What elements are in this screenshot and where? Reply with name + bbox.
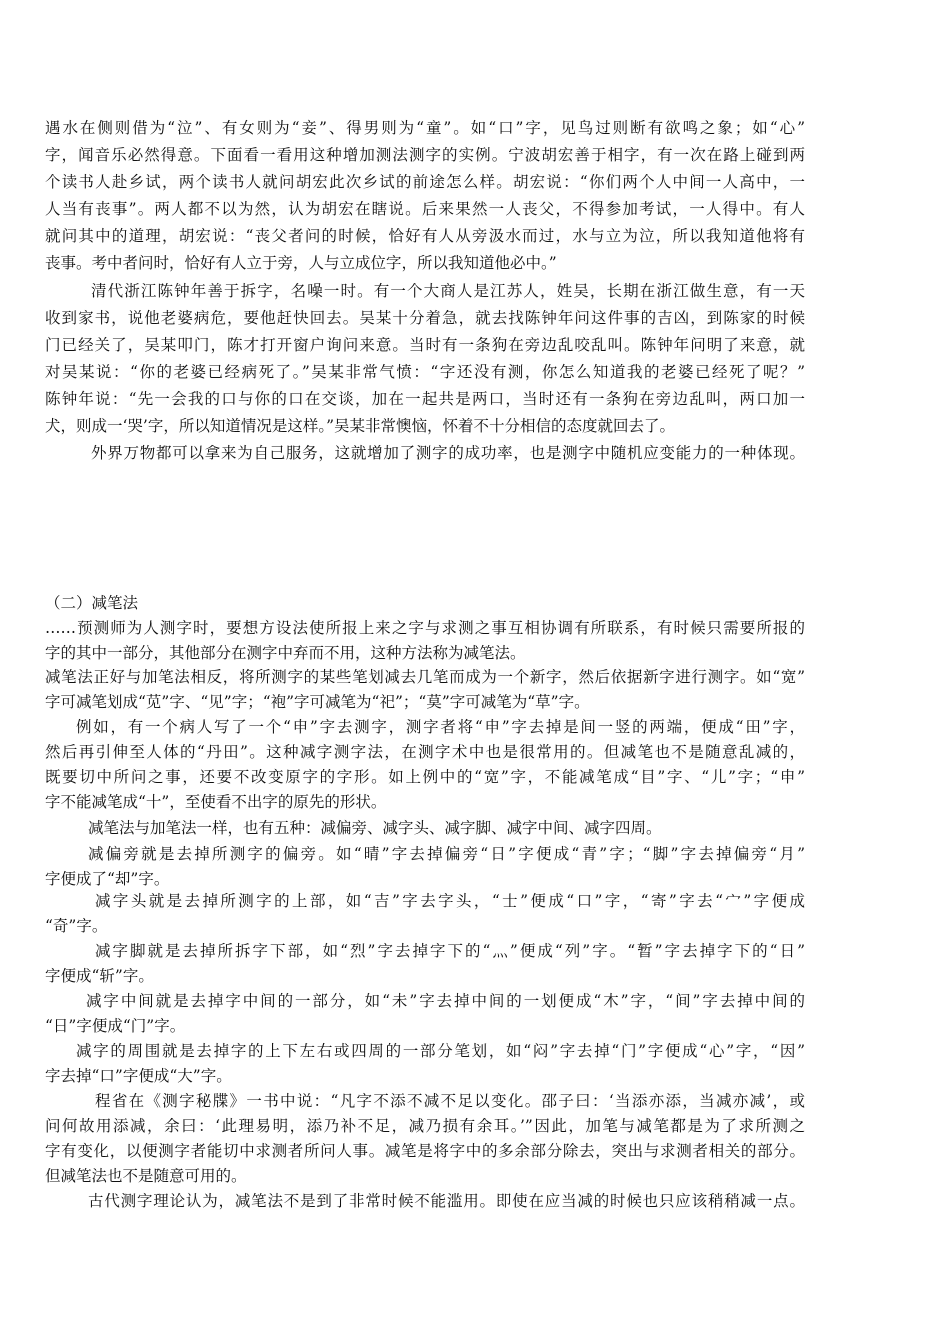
paragraph-line: 字可减笔划成“苋”字、“见”字；“袍”字可减笔为“祀”；“莫”字可减笔为“草”字。: [45, 693, 590, 711]
paragraph-line: 字，闻音乐必然得意。下面看一看用这种增加测法测字的实例。宁波胡宏善于相字，有一次在路上碰到两: [45, 146, 805, 164]
paragraph-line: 既要切中所问之事，还要不改变原字的字形。如上例中的“宽”字，不能减笔成“目”字、“儿”字；“申”: [45, 768, 805, 786]
paragraph-line: 遇水在侧则借为“泣”、有女则为“妾”、得男则为“童”。如“口”字，见鸟过则断有欲鸣之象；如“心”: [45, 119, 805, 137]
paragraph-line: 减字的周围就是去掉字的上下左右或四周的一部分笔划，如“闷”字去掉“门”字便成“心”字，“因”: [76, 1042, 805, 1060]
paragraph-line: 问何故用添减，余曰：‘此理易明，添乃补不足，减乃损有余耳。’”因此，加笔与减笔都是为了求所测之: [45, 1117, 805, 1135]
paragraph-line: 清代浙江陈钟年善于拆字，名噪一时。有一个大商人是江苏人，姓吴，长期在浙江做生意，有一天: [91, 282, 805, 300]
paragraph-line: 减字脚就是去掉所拆字下部，如“烈”字去掉字下的“灬”便成“列”字。“暂”字去掉字下的“日”: [95, 942, 805, 960]
paragraph-line: 个读书人赴乡试，两个读书人就问胡宏此次乡试的前途怎么样。胡宏说：“你们两个人中间一人高中，一: [45, 173, 805, 191]
paragraph-line: 减笔法与加笔法一样，也有五种：减偏旁、减字头、减字脚、减字中间、减字四周。: [88, 819, 662, 837]
section-heading: （二）减笔法: [45, 594, 139, 612]
paragraph-line: 然后再引伸至人体的“丹田”。这种减字测字法，在测字术中也是很常用的。但减笔也不是随意乱减的，: [45, 743, 805, 761]
paragraph-line: 字的其中一部分，其他部分在测字中弃而不用，这种方法称为减笔法。: [45, 644, 526, 662]
paragraph-line: 减笔法正好与加笔法相反，将所测字的某些笔划减去几笔而成为一个新字，然后依据新字进行测字。如“宽”: [45, 668, 805, 686]
paragraph-line: 人当有丧事”。两人都不以为然，认为胡宏在瞎说。后来果然一人丧父，不得参加考试，一人得中。有人: [45, 200, 805, 218]
paragraph-line: 例如，有一个病人写了一个“申”字去测字，测字者将“申”字去掉是间一竖的两端，便成“田”字，: [76, 718, 805, 736]
paragraph-line: 对吴某说：“你的老婆已经病死了。”吴某非常气愤：“字还没有测，你怎么知道我的老婆已经死了呢？”: [45, 363, 805, 381]
paragraph-line: 字便成了“却”字。: [45, 870, 170, 888]
paragraph-line: 减偏旁就是去掉所测字的偏旁。如“晴”字去掉偏旁“日”字便成“青”字；“脚”字去掉偏旁“月”: [88, 845, 805, 863]
paragraph-line: 丧事。考中者问时，恰好有人立于旁，人与立成位字，所以我知道他必中。”: [45, 254, 557, 272]
paragraph-line: 字不能减笔成“十”，至使看不出字的原先的形状。: [45, 793, 387, 811]
paragraph-line: 字有变化，以便测字者能切中求测者所问人事。减笔是将字中的多余部分除去，突出与求测者相关的部分。: [45, 1142, 805, 1160]
paragraph-line: 字去掉“口”字便成“大”字。: [45, 1067, 232, 1085]
paragraph-line: 门已经关了，吴某叩门，陈才打开窗户询问来意。当时有一条狗在旁边乱咬乱叫。陈钟年问明了来意，就: [45, 336, 805, 354]
paragraph-line: ……预测师为人测字时，要想方设法使所报上来之字与求测之事互相协调有所联系，有时候只需要所报的: [45, 619, 805, 637]
paragraph-line: 就问其中的道理，胡宏说：“丧父者问的时候，恰好有人从旁汲水而过，水与立为泣，所以我知道他将有: [45, 227, 805, 245]
paragraph-line: “奇”字。: [45, 917, 108, 935]
paragraph-line: 程省在《测字秘牒》一书中说：“凡字不添不减不足以变化。邵子曰：‘当添亦添，当减亦减’，或: [95, 1092, 805, 1110]
paragraph-line: 但减笔法也不是随意可用的。: [45, 1167, 247, 1185]
paragraph-line: 收到家书，说他老婆病危，要他赶快回去。吴某十分着急，就去找陈钟年问这件事的吉凶，到陈家的时候: [45, 309, 805, 327]
paragraph-line: 陈钟年说：“先一会我的口与你的口在交谈，加在一起共是两口，当时还有一条狗在旁边乱叫，两口加一: [45, 390, 805, 408]
paragraph-line: 外界万物都可以拿来为自己服务，这就增加了测字的成功率，也是测字中随机应变能力的一种体现。: [91, 444, 805, 462]
paragraph-line: 古代测字理论认为，减笔法不是到了非常时候不能滥用。即使在应当减的时候也只应该稍稍减一点。: [88, 1192, 805, 1210]
paragraph-line: 字便成“斩”字。: [45, 967, 154, 985]
paragraph-line: 犬，则成一‘哭’字，所以知道情况是这样。”吴某非常懊恼，怀着不十分相信的态度就回去了。: [45, 417, 676, 435]
paragraph-line: “日”字便成“门”字。: [45, 1017, 186, 1035]
paragraph-line: 减字头就是去掉所测字的上部，如“吉”字去字头，“士”便成“口”字，“寄”字去“宀”字便成: [95, 892, 805, 910]
paragraph-line: 减字中间就是去掉字中间的一部分，如“未”字去掉中间的一划便成“木”字，“间”字去掉中间的: [86, 992, 805, 1010]
